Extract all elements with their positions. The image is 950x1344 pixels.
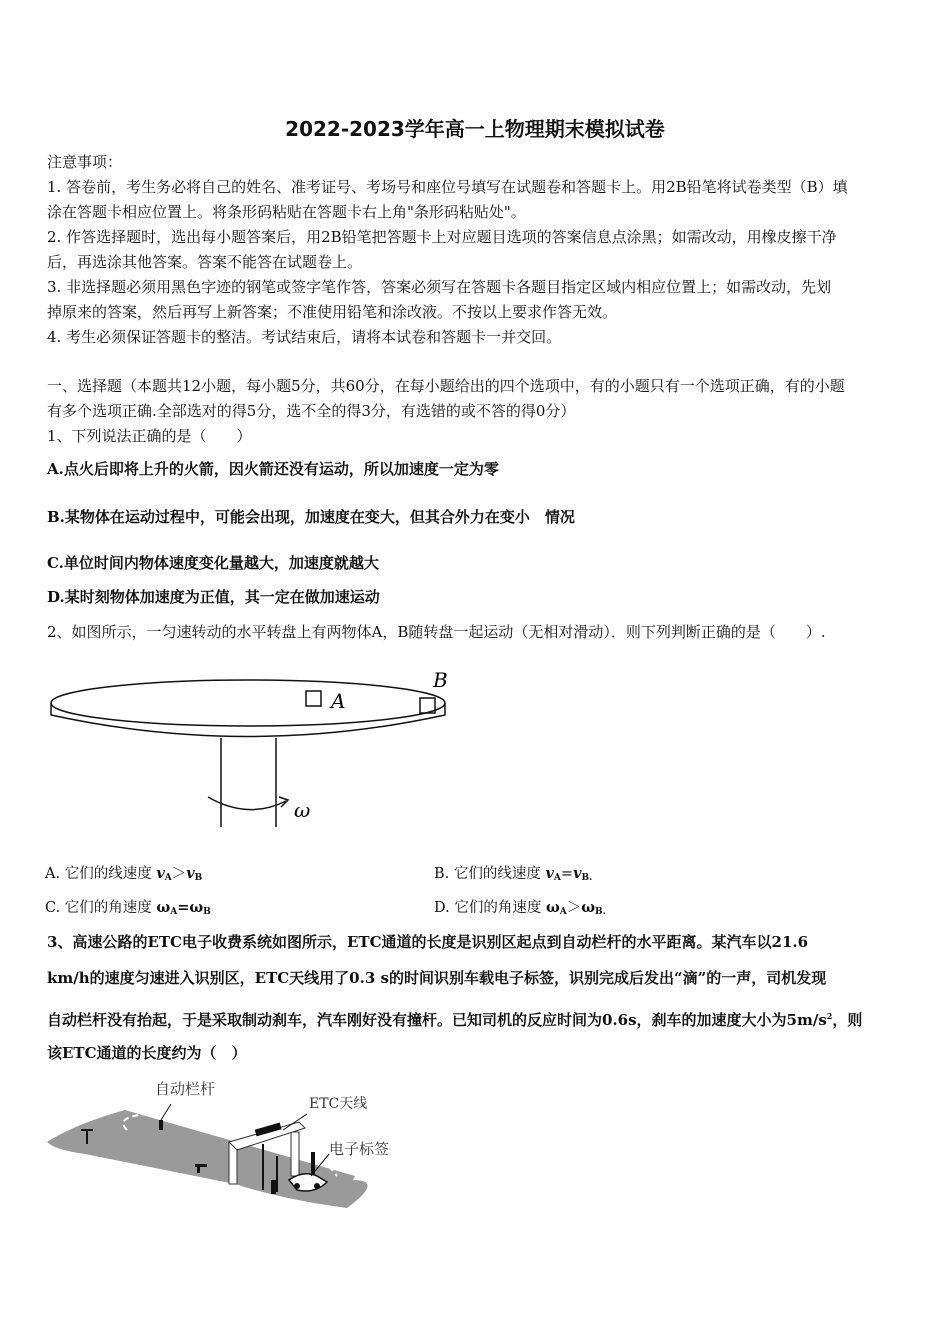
label-tag: 电子标签 <box>329 1140 390 1158</box>
notice-line: 掉原来的答案，然后再写上新答案；不准使用铅笔和涂改液。不按以上要求作答无效。 <box>47 303 618 321</box>
q1-option-a: A.点火后即将上升的火箭，因火箭还没有运动，所以加速度一定为零 <box>47 460 499 478</box>
q2-option-b: B. 它们的线速度 $v_A=v_{B.}$ <box>434 865 593 883</box>
notice-line: 涂在答题卡相应位置上。将条形码粘贴在答题卡右上角"条形码粘贴处"。 <box>47 203 526 221</box>
section-heading: 一、选择题（本题共12小题，每小题5分，共60分，在每小题给出的四个选项中，有的小题只有一个选项正确，有的小题 <box>47 377 845 395</box>
etc-figure <box>45 1072 415 1212</box>
label-a: A <box>331 689 346 713</box>
label-gate: 自动栏杆 <box>155 1080 216 1098</box>
notice-line: 1. 答卷前，考生务必将自己的姓名、准考证号、考场号和座位号填写在试题卷和答题卡上。用2B铅笔将试卷类型（B）填 <box>47 178 848 196</box>
notice-heading: 注意事项： <box>47 153 123 171</box>
notice-line: 后，再选涂其他答案。答案不能答在试题卷上。 <box>47 253 363 271</box>
section-heading-cont: 有多个选项正确.全部选对的得5分，选不全的得3分，有选错的或不答的得0分） <box>47 402 576 420</box>
notice-line: 4. 考生必须保证答题卡的整洁。考试结束后，请将本试卷和答题卡一并交回。 <box>47 328 562 346</box>
q2-option-d: D. 它们的角速度 $\omega_A>\omega_{B.}$ <box>434 899 606 917</box>
q3-stem-line: 该ETC通道的长度约为（ ） <box>47 1044 247 1062</box>
q2-option-a: A. 它们的线速度 $v_A>v_B$ <box>45 865 203 883</box>
q3-stem-line: 3、高速公路的ETC电子收费系统如图所示，ETC通道的长度是识别区起点到自动栏杆的水平距离。某汽车以21.6 <box>47 933 809 951</box>
q2-stem: 2、如图所示，一匀速转动的水平转盘上有两物体A，B随转盘一起运动（无相对滑动）．则下列判断正确的是（ ）. <box>47 623 826 641</box>
q1-option-b: B.某物体在运动过程中，可能会出现，加速度在变大，但其合外力在变小 情况 <box>47 508 575 526</box>
q3-stem-line: km/h的速度匀速进入识别区，ETC天线用了0.3 s的时间识别车载电子标签，识别完成后发出“滴”的一声，司机发现 <box>47 969 827 987</box>
turntable-figure <box>45 660 465 835</box>
q1-stem: 1、下列说法正确的是（ ） <box>47 427 252 445</box>
q1-option-c: C.单位时间内物体速度变化量越大，加速度就越大 <box>47 554 379 572</box>
label-b: B <box>433 668 448 692</box>
q1-option-d: D.某时刻物体加速度为正值，其一定在做加速运动 <box>47 588 380 606</box>
label-omega: ω <box>294 798 311 822</box>
label-antenna: ETC天线 <box>309 1096 368 1112</box>
q3-stem-line: 自动栏杆没有抬起，于是采取制动刹车，汽车刚好没有撞杆。已知司机的反应时间为0.6s，刹车的加速度大小为$5m/s^2$，则 <box>47 1011 863 1029</box>
notice-line: 2. 作答选择题时，选出每小题答案后，用2B铅笔把答题卡上对应题目选项的答案信息点涂黑；如需改动，用橡皮擦干净 <box>47 228 837 246</box>
page-title: 2022-2023学年高一上物理期末模拟试卷 <box>285 117 665 141</box>
notice-line: 3. 非选择题必须用黑色字迹的钢笔或签字笔作答，答案必须写在答题卡各题目指定区域内相应位置上；如需改动，先划 <box>47 278 832 296</box>
block-a <box>306 691 321 706</box>
q2-option-c: C. 它们的角速度 $\omega_A=\omega_B$ <box>45 899 211 917</box>
